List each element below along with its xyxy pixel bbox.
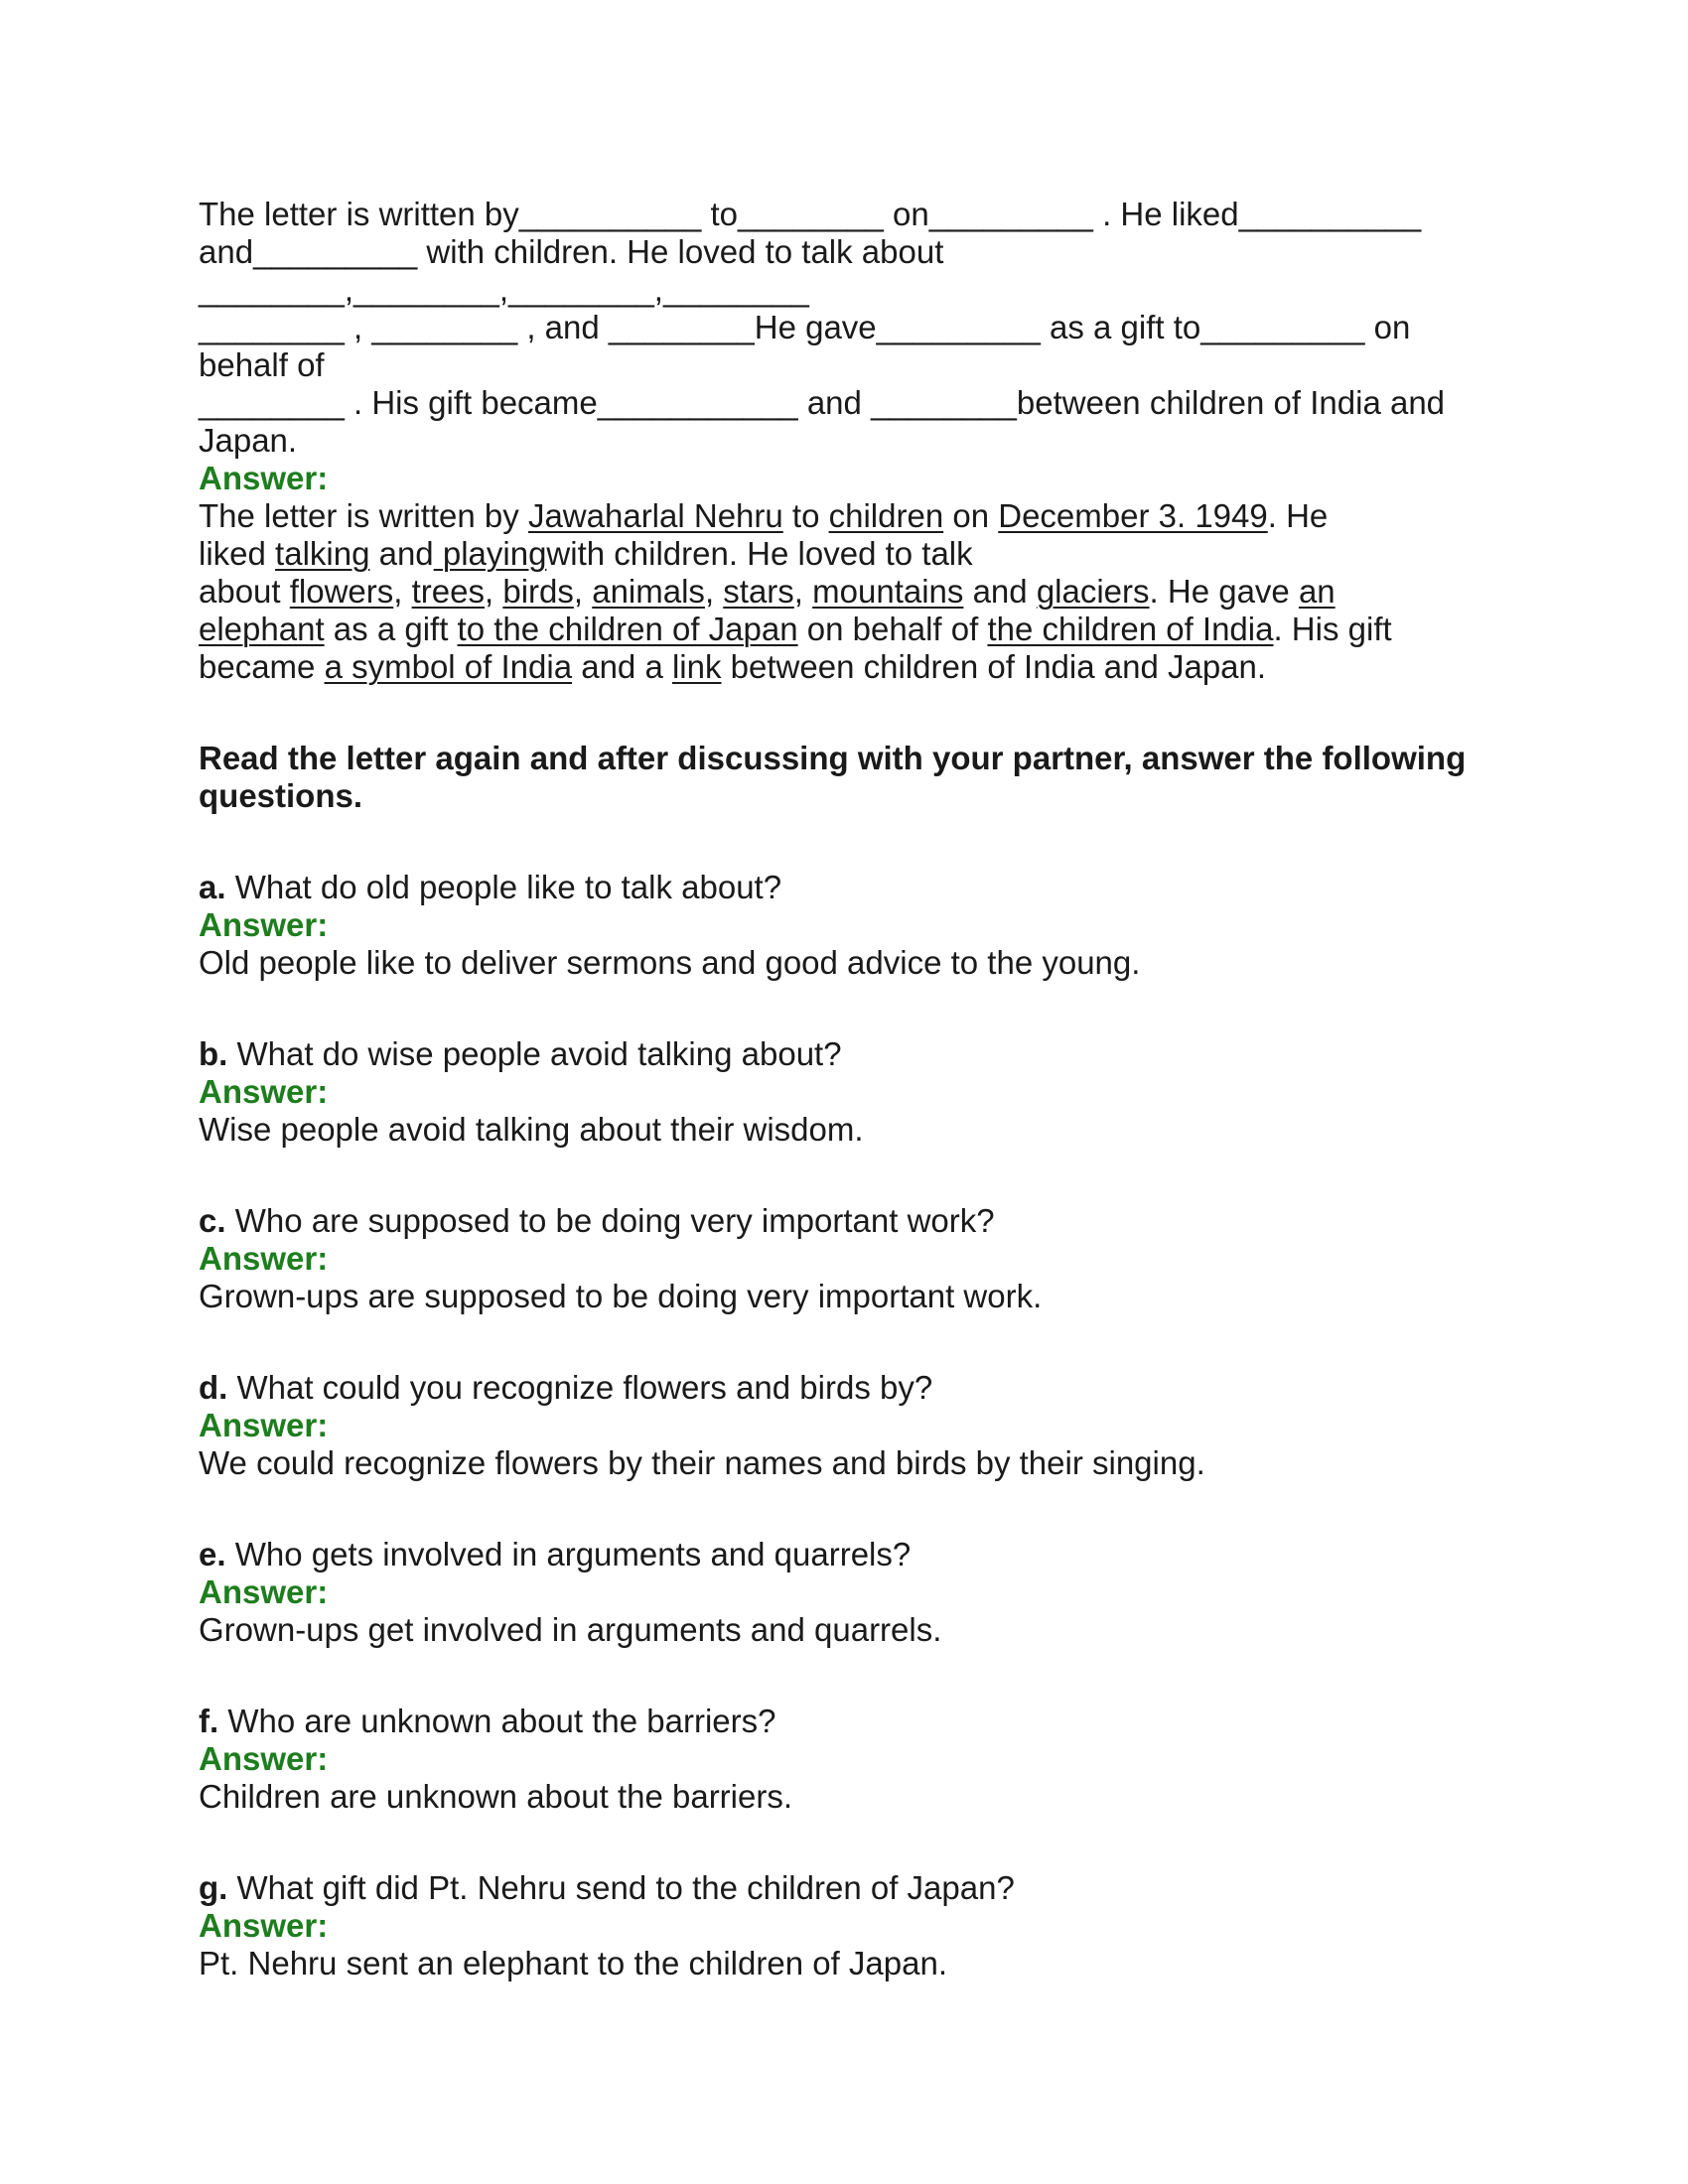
question-body: What do old people like to talk about? [225,869,782,905]
question-body: What do wise people avoid talking about? [227,1035,842,1072]
fill-answer-label: Answer: [199,460,329,496]
text-run: and a [572,648,672,685]
text-run: . His gift became [344,384,598,421]
text-run: He gave [754,309,877,345]
answer-label: Answer: [199,1740,329,1777]
question-body: What gift did Pt. Nehru send to the children of Japan? [227,1869,1015,1906]
text-run: . He liked [1092,196,1239,232]
question-body: Who gets involved in arguments and quarrels? [225,1536,912,1572]
answer-label: Answer: [199,1240,329,1277]
question-block [199,1035,1489,1149]
question-text [199,1869,1489,1907]
blank-line: ________ [199,309,345,345]
underlined-answer: talking [275,535,370,572]
text-run: about [199,573,290,610]
question-letter: g. [199,1869,228,1906]
text-run: The letter is written by [199,196,519,232]
underlined-answer: children [828,497,944,534]
answer-text: Wise people avoid talking about their wisdom. [199,1111,864,1148]
underlined-answer: a symbol of India [324,648,573,685]
underlined-answer: playing [433,535,547,572]
underlined-answer: link [671,648,722,685]
text-run: as a gift to [1040,309,1201,345]
text-run: , [485,573,503,610]
blank-line: _________ [1200,309,1365,345]
underlined-answer: trees [411,573,485,610]
blank-line: ________ [199,384,345,421]
question-text [199,1703,1489,1740]
question-block [199,1869,1489,1982]
text-run: . His gift [1273,611,1392,647]
fill-answer-paragraph [199,497,1489,686]
text-run: on behalf of [199,309,1411,383]
question-text [199,1536,1489,1573]
text-run: became [199,648,325,685]
answer-text: Grown-ups are supposed to be doing very important work. [199,1278,1043,1314]
text-run: , [344,309,372,345]
question-block [199,1202,1489,1315]
text-run: and [963,573,1037,610]
question-text [199,869,1489,906]
text-run: with children. He loved to talk [546,535,973,572]
question-letter: b. [199,1035,228,1072]
answer-text: Old people like to deliver sermons and good advice to the young. [199,944,1141,981]
answer-text: Pt. Nehru sent an elephant to the children of Japan. [199,1945,948,1981]
question-text [199,1369,1489,1407]
text-run: Japan. [199,422,298,459]
text-run: , [393,573,412,610]
text-run: , [704,573,724,610]
text-run: , and [517,309,609,345]
blank-line: ________ [738,196,884,232]
question-letter: f. [199,1703,219,1739]
answer-label: Answer: [199,1573,329,1610]
question-text [199,1035,1489,1073]
text-run: on behalf of [797,611,988,647]
text-run: to [701,196,739,232]
answer-label: Answer: [199,1907,329,1944]
answer-label: Answer: [199,1407,329,1443]
underlined-answer: stars [723,573,794,610]
blank-line: __________ [518,196,702,232]
text-run: as a gift [324,611,458,647]
question-letter: e. [199,1536,226,1572]
answer-text: Grown-ups get involved in arguments and quarrels. [199,1611,942,1648]
blank-line: ________ [871,384,1017,421]
text-run: on [883,196,929,232]
question-body: Who are supposed to be doing very important work? [225,1202,995,1239]
underlined-answer: animals [592,573,705,610]
text-run: liked [199,535,276,572]
blank-line: _________ [928,196,1093,232]
blank-line: ___________ [597,384,798,421]
question-text [199,1202,1489,1240]
text-run: on [943,497,999,534]
underlined-answer: December 3. 1949 [998,497,1268,534]
blank-line: ________ [371,309,518,345]
underlined-answer: mountains [812,573,964,610]
underlined-answer: birds [502,573,574,610]
underlined-answer: flowers [289,573,394,610]
text-run: . He gave [1149,573,1299,610]
question-block [199,1536,1489,1649]
blank-line: ________,________,________,________ [199,271,809,308]
answer-label: Answer: [199,1073,329,1110]
question-list [199,869,1489,1982]
blank-line: ________ [608,309,755,345]
underlined-answer: Jawaharlal Nehru [527,497,783,534]
text-run: with children. He loved to talk about [417,233,944,270]
text-run: , [793,573,813,610]
answer-text: We could recognize flowers by their names and birds by their singing. [199,1444,1205,1481]
question-letter: a. [199,869,226,905]
underlined-answer: to the children of Japan [457,611,798,647]
section-instruction: Read the letter again and after discussing with your partner, answer the following questions. [199,740,1467,814]
blank-line: __________ [1238,196,1422,232]
question-letter: c. [199,1202,226,1239]
text-run: and [369,535,434,572]
underlined-answer: an [1298,573,1336,610]
blank-line: _________ [876,309,1041,345]
text-run: between children of India and [1016,384,1446,421]
text-run: . He [1267,497,1329,534]
question-block [199,1369,1489,1482]
answer-text: Children are unknown about the barriers. [199,1778,793,1815]
question-block [199,869,1489,982]
text-run: The letter is written by [199,497,528,534]
question-body: What could you recognize flowers and birds by? [227,1369,933,1406]
text-run: to [782,497,829,534]
answer-label: Answer: [199,906,329,943]
underlined-answer: elephant [199,611,325,647]
text-run: and [797,384,872,421]
underlined-answer: glaciers [1036,573,1150,610]
question-letter: d. [199,1369,228,1406]
text-run: between children of India and Japan. [721,648,1267,685]
question-block [199,1703,1489,1816]
question-body: Who are unknown about the barriers? [218,1703,776,1739]
blank-line: _________ [253,233,418,270]
text-run: and [199,233,254,270]
text-run: , [573,573,593,610]
fill-in-blanks-paragraph [199,196,1489,460]
underlined-answer: the children of India [987,611,1274,647]
